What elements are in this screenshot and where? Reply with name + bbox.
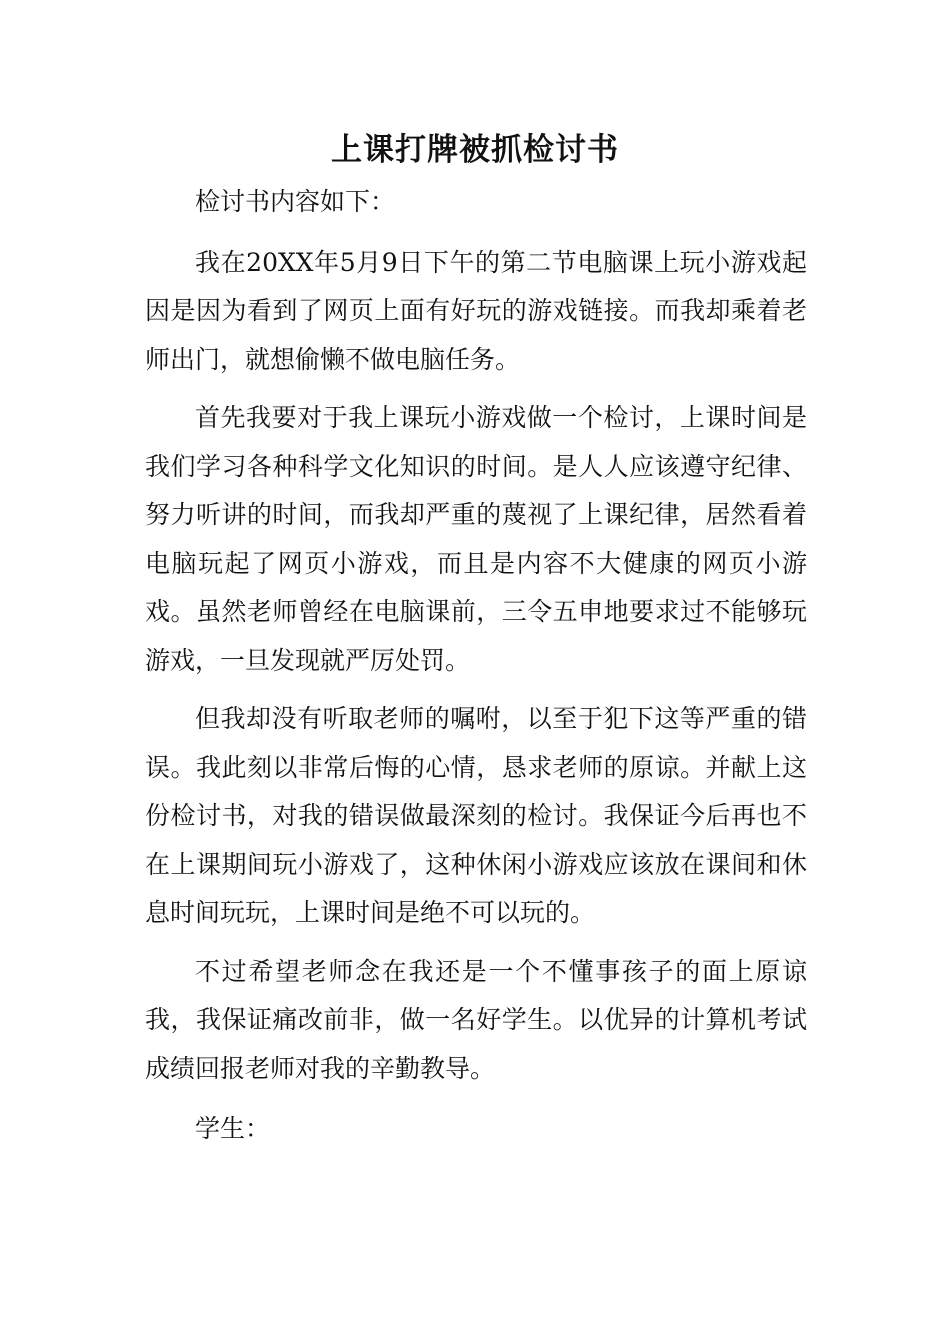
paragraph-1: 我在20XX年5月9日下午的第二节电脑课上玩小游戏起因是因为看到了网页上面有好玩的游戏链接。而我却乘着老师出门，就想偷懒不做电脑任务。 [145, 247, 807, 374]
signature-line: 学生： [195, 1114, 271, 1143]
paragraph-3: 但我却没有听取老师的嘱咐，以至于犯下这等严重的错误。我此刻以非常后悔的心情，恳求老师的原谅。并献上这份检讨书，对我的错误做最深刻的检讨。我保证今后再也不在上课期间玩小游戏了，这种休闲小游戏应该放在课间和休息时间玩玩，上课时间是绝不可以玩的。 [145, 704, 807, 927]
intro-line: 检讨书内容如下： [195, 187, 396, 216]
paragraph-4: 不过希望老师念在我还是一个不懂事孩子的面上原谅我，我保证痛改前非，做一名好学生。以优异的计算机考试成绩回报老师对我的辛勤教导。 [145, 956, 807, 1083]
document-title: 上课打牌被抓检讨书 [331, 132, 619, 168]
document-body [145, 178, 807, 1154]
paragraph-2: 首先我要对于我上课玩小游戏做一个检讨，上课时间是我们学习各种科学文化知识的时间。是人人应该遵守纪律、努力听讲的时间，而我却严重的蔑视了上课纪律，居然看着电脑玩起了网页小游戏，而且是内容不大健康的网页小游戏。虽然老师曾经在电脑课前，三令五申地要求过不能够玩游戏，一旦发现就严厉处罚。 [145, 403, 807, 675]
